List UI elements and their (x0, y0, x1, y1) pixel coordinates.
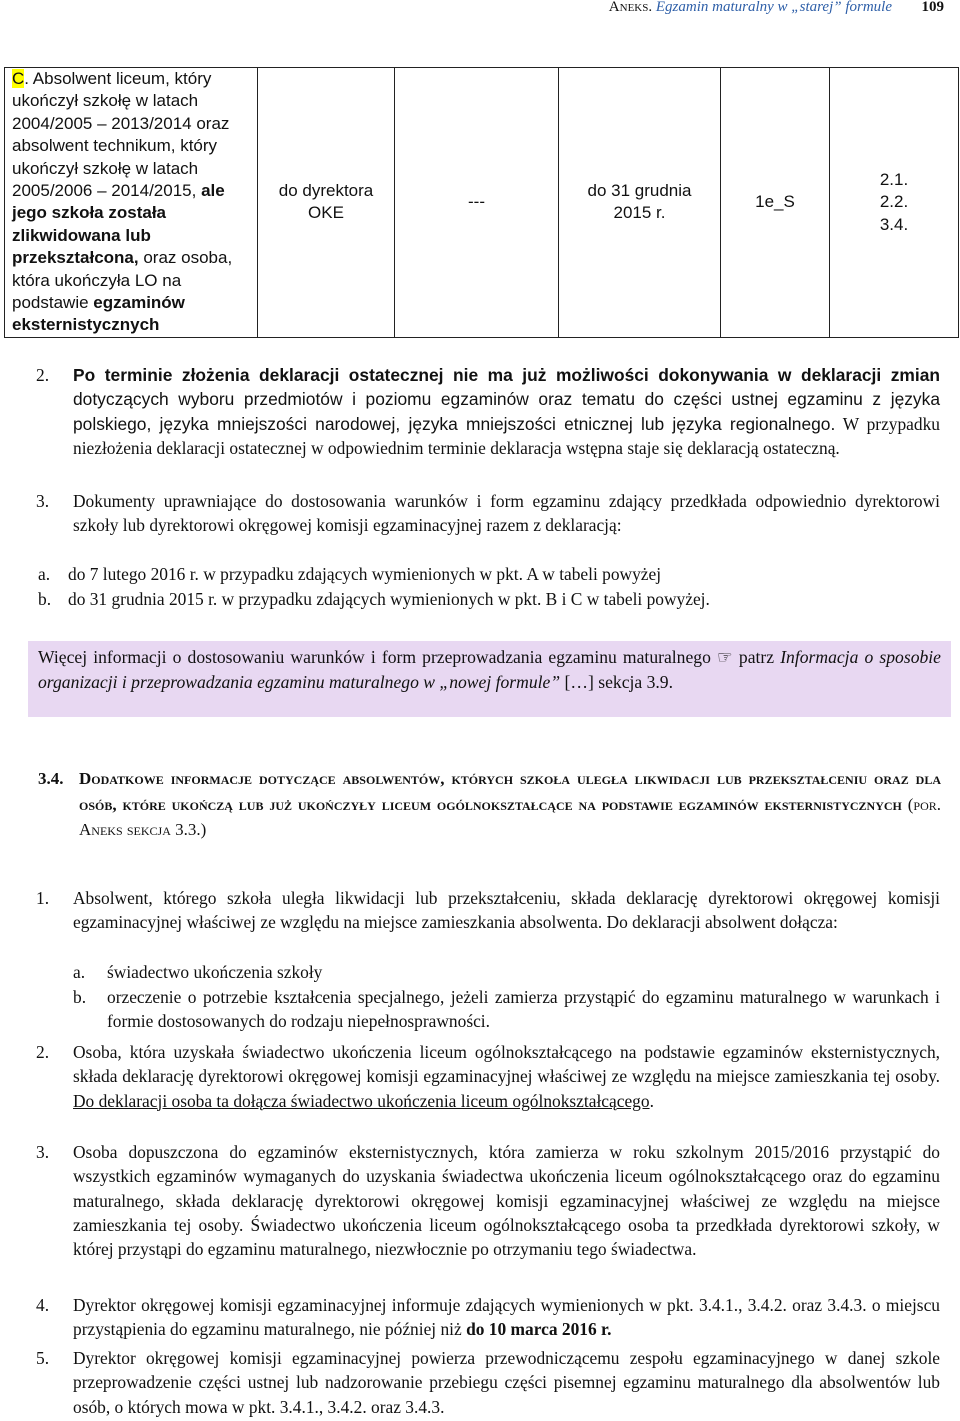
list-item-3b: b. do 31 grudnia 2015 r. w przypadku zdających wymienionych w pkt. B i C w tabeli powyżej. (38, 589, 710, 609)
list-item-2b: 2. Osoba, która uzyskała świadectwo ukończenia liceum ogólnokształcącego na podstawie egzaminów eksternistycznych, składa deklarację dyrektorowi okręgowej komisji egzaminacyjnej właściwej ze względu na miejsce zamieszkania tej osoby. Do deklaracji osoba ta dołącza świadectwo ukończenia liceum ogólnokształcącego. (36, 1042, 940, 1111)
list-item-1b: b. orzeczenie o potrzebie kształcenia specjalnego, jeżeli zamierza przystąpić do egzaminu maturalnego w warunkach i formie dostosowanych do rodzaju niepełnosprawności. (73, 987, 940, 1032)
header-title: Egzamin maturalny w „starej” formule (655, 0, 892, 15)
list-item-3: 3. Dokumenty uprawniające do dostosowania warunków i form egzaminu zdający przedkłada odpowiednio dyrektorowi szkoły lub dyrektorowi okręgowej komisji egzaminacyjnej razem z deklaracją: (36, 491, 940, 536)
cell-references: 2.1. 2.2. 3.4. (830, 68, 959, 338)
cell-form-code: 1e_S (721, 68, 830, 338)
list-item-3a: a. do 7 lutego 2016 r. w przypadku zdających wymienionych w pkt. A w tabeli powyżej (38, 564, 662, 584)
list-item-1a: a. świadectwo ukończenia szkoły (73, 962, 323, 982)
document-reference: Informacja o sposobie organizacji i przeprowadzania egzaminu maturalnego w „nowej formule” (38, 647, 941, 692)
running-header (0, 0, 944, 15)
page-number: 109 (921, 0, 944, 15)
cell-group-description: C. Absolwent liceum, który ukończył szkołę w latach 2004/2005 – 2013/2014 oraz absolwent technikum, który ukończył szkołę w latach 2005/2006 – 2014/2015, ale jego szkoła została zlikwidowana lub przekształcona, oraz osoba, która ukończyła LO na podstawie egzaminów eksternistycznych (5, 68, 258, 338)
table-row (5, 68, 959, 338)
cell-recipient: do dyrektora OKE (258, 68, 395, 338)
list-item-1: 1. Absolwent, którego szkoła uległa likwidacji lub przekształceniu, składa deklarację dyrektorowi okręgowej komisji egzaminacyjnej właściwej ze względu na miejsce zamieszkania absolwenta. Do deklaracji absolwent dołącza: (36, 888, 940, 933)
deadline-table (4, 67, 959, 338)
header-aneks: Aneks. (608, 0, 653, 15)
cell-empty: --- (395, 68, 559, 338)
underlined-requirement: Do deklaracji osoba ta dołącza świadectwo ukończenia liceum ogólnokształcącego (73, 1090, 650, 1111)
list-item-3c: 3. Osoba dopuszczona do egzaminów eksternistycznych, która zamierza w roku szkolnym 2015/2016 przystąpić do wszystkich egzaminów wymaganych do uzyskania świadectwa ukończenia liceum ogólnokształcącego oraz do egzaminu maturalnego, składa deklarację dyrektorowi okręgowej komisji egzaminacyjnej właściwej ze względu na miejsce zamieszkania tej osoby. Świadectwo ukończenia liceum ogólnokształcącego osoba ta przedkłada dyrektorowi szkoły, w której przystąpi do egzaminu maturalnego, niezwłocznie po otrzymaniu tego świadectwa. (36, 1142, 940, 1260)
section-heading: 3.4. Dodatkowe informacje dotyczące absolwentów, których szkoła uległa likwidacji lub przekształceniu oraz dla osób, które ukończą lub już ukończyły liceum ogólnokształcące na podstawie egzaminów eksternistycznych (por. Aneks sekcja 3.3.) (38, 769, 941, 839)
highlighted-letter: C (12, 69, 25, 88)
pointing-hand-icon: ☞ (717, 647, 733, 667)
cell-deadline: do 31 grudnia 2015 r. (559, 68, 721, 338)
list-item-4: 4. Dyrektor okręgowej komisji egzaminacyjnej informuje zdających wymienionych w pkt. 3.4.1., 3.4.2. oraz 3.4.3. o miejscu przystąpienia do egzaminu maturalnego, nie później niż do 10 marca 2016 r. (36, 1295, 940, 1340)
info-note: Więcej informacji o dostosowaniu warunków i form przeprowadzania egzaminu maturalnego ☞ patrz Informacja o sposobie organizacji i przeprowadzania egzaminu maturalnego w „nowej formule” […] sekcja 3.9. (28, 641, 951, 717)
list-item-2: 2. Po terminie złożenia deklaracji ostatecznej nie ma już możliwości dokonywania w deklaracji zmian dotyczących wyboru przedmiotów i poziomu egzaminów oraz tematu do części ustnej egzaminu z języka polskiego, języka mniejszości narodowej, języka mniejszości etnicznej lub języka regionalnego. W przypadku niezłożenia deklaracji ostatecznej w odpowiednim terminie deklaracja wstępna staje się deklaracją ostateczną. (36, 365, 940, 458)
list-item-5: 5. Dyrektor okręgowej komisji egzaminacyjnej powierza przewodniczącemu zespołu egzaminacyjnego w danej szkole przeprowadzenie części ustnej lub nadzorowanie przebiegu części pisemnej egzaminu maturalnego dla absolwentów lub osób, o których mowa w pkt. 3.4.1., 3.4.2. oraz 3.4.3. (36, 1348, 940, 1417)
